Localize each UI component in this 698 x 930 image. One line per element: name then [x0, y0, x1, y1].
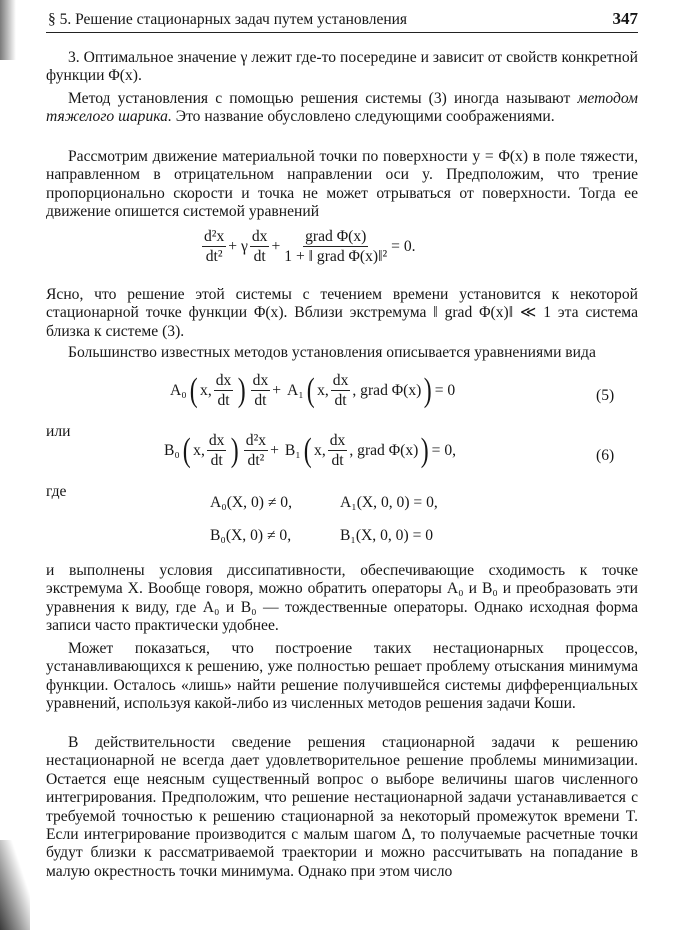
grad-arg: , grad Φ(x)	[352, 381, 422, 399]
operator-B1: B₁	[284, 441, 301, 459]
word-or: или	[46, 423, 71, 440]
x-arg: x,	[193, 441, 205, 459]
paren-open: (	[182, 431, 191, 469]
paragraph-6: и выполнены условия диссипативности, обеспечивающие сходимость к точке экстремума X. Вообще говоря, можно обратить операторы A₀ и B₀ и преобразовать эти уравнения к виду, где A₀ и B₀ — тождественные операторы. Однако исходная форма записи часто практически удобнее.	[46, 562, 638, 635]
operator-A1: A₁	[287, 381, 304, 399]
fraction-dx-dt: $\frac{dx}{dt}$	[208, 432, 225, 469]
paren-open: (	[306, 371, 315, 409]
equals-zero: = 0	[434, 381, 456, 399]
section-title: § 5. Решение стационарных задач путем установления	[48, 11, 408, 28]
fraction-dx-dt: $\frac{dx}{dt}$	[332, 372, 349, 409]
fraction-dx-dt: $\frac{dx}{dt}$	[215, 372, 232, 409]
paragraph-1: 3. Оптимальное значение γ лежит где-то посередине и зависит от свойств конкретной функции Φ(x).	[46, 49, 638, 85]
equation-6	[164, 432, 456, 469]
paren-close: )	[421, 431, 429, 469]
paragraph-7: Может показаться, что построение таких нестационарных процессов, устанавливающихся к решению, уже полностью решает проблему отыскания минимума функции. Осталось «лишь» найти решение получившейся системы дифференциальных уравнений, используя какой-либо из численных методов решения задачи Коши.	[46, 640, 638, 713]
equals-zero: = 0.	[391, 237, 416, 255]
equation-heavy-ball	[200, 228, 416, 265]
equation-5	[170, 372, 455, 409]
paragraph-2-text-b: Это название обусловлено следующими соображениями.	[171, 108, 555, 126]
scan-shadow-top	[0, 0, 16, 60]
equals-zero: = 0,	[431, 441, 457, 459]
plus-gamma: + γ	[228, 237, 248, 255]
x-arg: x,	[314, 441, 326, 459]
paragraph-2	[46, 90, 638, 127]
fraction-grad: $\frac{\text{grad Φ(x)}}{\text{1 + ‖ grad Φ(x)‖²}}$	[284, 228, 388, 265]
paragraph-5: Большинство известных методов установления описывается уравнениями вида	[68, 344, 596, 361]
method-name: методом тяжелого шарика.	[46, 90, 638, 126]
grad-arg: , grad Φ(x)	[349, 441, 419, 459]
fraction-d2x-dt2: $\frac{\text{d²x}}{\text{dt²}}$	[245, 432, 267, 469]
condition-B0: B₀(X, 0) ≠ 0,	[210, 527, 292, 544]
fraction-d2x-dt2: $\frac{\text{d²x}}{\text{dt²}}$	[204, 228, 225, 265]
paren-open: (	[303, 431, 312, 469]
condition-B1: B₁(X, 0, 0) = 0	[340, 527, 434, 544]
condition-A1: A₁(X, 0, 0) = 0,	[340, 494, 438, 511]
paren-open: (	[189, 371, 198, 409]
equation-number-5: (5)	[596, 387, 615, 404]
paragraph-2-text-a: Метод установления с помощью решения системы (3) иногда называют	[68, 90, 578, 107]
equation-number-6: (6)	[596, 447, 615, 464]
running-header	[46, 6, 638, 33]
paragraph-8: В действительности сведение решения стационарной задачи к решению нестационарной не всегда дает удовлетворительное решение проблемы минимизации. Остается еще неясным существенный вопрос о выборе величины шагов численного интегрирования. Предположим, что решение нестационарной задачи устанавливается с требуемой точностью к решению стационарной за некоторый промежуток времени T. Если интегрирование производится с малым шагом Δ, то получаемые расчетные точки будут близки к рассматриваемой траектории и можно рассчитывать на попадание в малую окрестность точки минимума. Однако при этом число	[46, 734, 638, 880]
scan-shadow-bottom	[0, 840, 30, 930]
operator-A0: A₀	[170, 381, 187, 399]
paren-close: )	[238, 371, 246, 409]
paragraph-4: Ясно, что решение этой системы с течением времени установится к некоторой стационарной точке функции Φ(x). Вблизи экстремума ‖ grad Φ(x)‖ ≪ 1 эта система близка к системе (3).	[46, 286, 638, 340]
plus-sign: +	[272, 381, 282, 399]
x-arg: x,	[317, 381, 329, 399]
word-where: где	[46, 483, 67, 500]
fraction-dx-dt: $\frac{dx}{dt}$	[251, 228, 268, 265]
paragraph-3: Рассмотрим движение материальной точки по поверхности y = Φ(x) в поле тяжести, направленном в отрицательном направлении оси y. Предположим, что трение пропорционально скорости и точка не может отрываться от поверхности. Тогда ее движение опишется системой уравнений	[46, 148, 638, 221]
plus-sign: +	[270, 441, 279, 459]
operator-B0: B₀	[164, 441, 180, 459]
x-arg: x,	[200, 381, 212, 399]
page-number: 347	[612, 9, 638, 28]
plus-sign: +	[271, 237, 281, 255]
fraction-dx-dt: $\frac{dx}{dt}$	[329, 432, 346, 469]
condition-A0: A₀(X, 0) ≠ 0,	[210, 494, 292, 511]
fraction-dx-dt: $\frac{dx}{dt}$	[252, 372, 269, 409]
paren-close: )	[231, 431, 240, 469]
paren-close: )	[424, 371, 432, 409]
